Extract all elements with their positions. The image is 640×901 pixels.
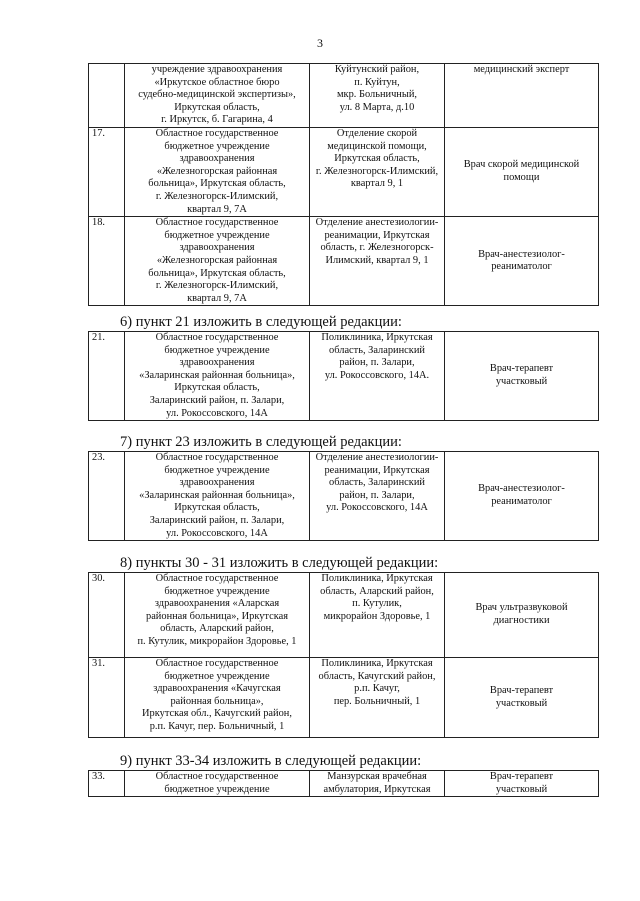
text-line: квартал 9, 7А — [187, 292, 247, 304]
text-line: амбулатория, Иркутская — [323, 783, 431, 795]
specialty-cell — [445, 217, 599, 306]
organization-cell — [125, 64, 310, 128]
text-line: бюджетное учреждение — [164, 783, 270, 795]
text-line: Областное государственное — [155, 573, 279, 584]
specialty-cell — [445, 573, 599, 658]
text-line: область, Заларинский — [329, 477, 425, 489]
section-heading: 8) пункты 30 - 31 изложить в следующей редакции: — [120, 555, 439, 571]
text-line: Манзурская врачебная — [327, 771, 427, 782]
row-number — [89, 64, 125, 128]
organization-cell — [125, 452, 310, 541]
location-cell — [310, 332, 445, 421]
text-line: квартал 9, 7А — [187, 203, 247, 215]
row-number: 21. — [89, 332, 125, 421]
table-row — [89, 332, 599, 421]
table-section-7 — [88, 451, 599, 541]
table-row — [89, 127, 599, 216]
text-line: здравоохранения — [179, 242, 255, 254]
text-line: бюджетное учреждение — [164, 229, 270, 241]
organization-cell — [125, 658, 310, 738]
text-line: «Железногорская районная — [156, 254, 278, 266]
text-line: Областное государственное — [155, 771, 279, 782]
text-line: г. Железногорск-Илимский, — [155, 190, 279, 202]
text-line: область, г. Железногорск- — [320, 242, 434, 254]
table-row — [89, 452, 599, 541]
text-line: реаниматолог — [491, 261, 552, 273]
text-line: больница», Иркутская область, — [148, 178, 286, 190]
location-cell — [310, 217, 445, 306]
table-row — [89, 217, 599, 306]
text-line: Врач скорой медицинской — [463, 159, 580, 171]
text-line: реаниматолог — [491, 496, 552, 508]
text-line: реанимации, Иркутская — [324, 229, 430, 241]
text-line: Заларинский район, п. Залари, — [149, 394, 285, 406]
text-line: бюджетное учреждение — [164, 140, 270, 152]
text-line: больница», Иркутская область, — [148, 267, 286, 279]
text-line: медицинской помощи, — [327, 140, 427, 152]
text-line: Областное государственное — [155, 452, 279, 463]
row-number: 33. — [89, 771, 125, 797]
text-line: «Заларинская районная больница», — [139, 489, 295, 501]
text-line: Илимский, квартал 9, 1 — [325, 254, 429, 266]
row-number: 23. — [89, 452, 125, 541]
table-section-9 — [88, 770, 599, 797]
text-line: ул. 8 Марта, д.10 — [339, 101, 415, 113]
text-line: Иркутская область, — [174, 101, 260, 113]
text-line: район, п. Залари, — [339, 489, 415, 501]
organization-cell — [125, 332, 310, 421]
row-number: 17. — [89, 127, 125, 216]
table-section-8 — [88, 572, 599, 738]
text-line: Отделение скорой — [336, 127, 418, 139]
organization-cell — [125, 573, 310, 658]
specialty-cell — [445, 771, 599, 797]
text-line: «Железногорская районная — [156, 165, 278, 177]
text-line: область, Заларинский — [329, 344, 425, 356]
specialty-cell — [445, 64, 599, 128]
text-line: Иркутская обл., Качугский район, — [142, 708, 292, 720]
text-line: квартал 9, 1 — [350, 178, 404, 190]
text-line: Поликлиника, Иркутская — [321, 658, 433, 669]
location-cell — [310, 771, 445, 797]
text-line: помощи — [503, 172, 540, 184]
text-line: г. Железногорск-Илимский, — [155, 280, 279, 292]
table-row — [89, 573, 599, 658]
text-line: ул. Рокоссовского, 14А — [166, 407, 268, 419]
text-line: здравоохранения — [179, 153, 255, 165]
text-line: Врач-анестезиолог- — [478, 483, 565, 495]
text-line: бюджетное учреждение — [164, 464, 270, 476]
organization-cell — [125, 217, 310, 306]
text-line: здравоохранения «Аларская — [154, 598, 280, 610]
text-line: Поликлиника, Иркутская — [321, 573, 433, 584]
specialty-cell — [445, 452, 599, 541]
location-cell — [310, 452, 445, 541]
text-line: здравоохранения — [179, 357, 255, 369]
text-line: Куйтунский район, — [334, 64, 420, 75]
location-cell — [310, 64, 445, 128]
text-line: участковый — [495, 376, 548, 388]
text-line: учреждение здравоохранения — [151, 64, 283, 75]
text-line: п. Кутулик, микрорайон Здоровье, 1 — [137, 635, 297, 647]
text-line: ул. Рокоссовского, 14А — [326, 502, 428, 514]
text-line: Областное государственное — [155, 332, 279, 343]
text-line: Врач-терапевт — [489, 363, 554, 375]
text-line: Заларинский район, п. Залари, — [149, 514, 285, 526]
text-line: бюджетное учреждение — [164, 344, 270, 356]
text-line: р.п. Качуг, — [354, 683, 400, 695]
specialty-cell — [445, 658, 599, 738]
text-line: ул. Рокоссовского, 14А. — [324, 369, 430, 381]
text-line: ул. Рокоссовского, 14А — [166, 527, 268, 539]
text-line: здравоохранения — [179, 477, 255, 489]
section-heading: 9) пункт 33-34 изложить в следующей редакции: — [120, 753, 422, 769]
text-line: бюджетное учреждение — [164, 670, 270, 682]
table-section-6 — [88, 331, 599, 421]
section-heading: 6) пункт 21 изложить в следующей редакции: — [120, 314, 402, 330]
text-line: участковый — [495, 783, 548, 795]
table-row — [89, 658, 599, 738]
text-line: «Иркутское областное бюро — [154, 76, 280, 88]
text-line: г. Иркутск, б. Гагарина, 4 — [161, 114, 273, 126]
text-line: районная больница», — [170, 695, 264, 707]
text-line: область, Аларский район, — [320, 585, 434, 597]
text-line: Врач ультразвуковой — [475, 602, 568, 614]
text-line: Поликлиника, Иркутская — [321, 332, 433, 343]
page-number: 3 — [317, 36, 323, 50]
text-line: районная больница», Иркутская — [146, 610, 288, 622]
text-line: мкр. Больничный, — [336, 89, 417, 101]
table-row — [89, 64, 599, 128]
table-row — [89, 771, 599, 797]
text-line: п. Кутулик, — [352, 598, 402, 610]
text-line: здравоохранения «Качугская — [153, 683, 281, 695]
text-line: микрорайон Здоровье, 1 — [323, 610, 431, 622]
text-line: Областное государственное — [155, 217, 279, 229]
text-line: Врач-анестезиолог- — [478, 248, 565, 260]
table-continuation — [88, 63, 599, 306]
specialty-cell — [445, 127, 599, 216]
text-line: диагностики — [493, 615, 550, 626]
text-line: судебно-медицинской экспертизы», — [138, 89, 296, 101]
row-number: 18. — [89, 217, 125, 306]
section-heading: 7) пункт 23 изложить в следующей редакции: — [120, 434, 402, 450]
text-line: «Заларинская районная больница», — [139, 369, 295, 381]
text-line: Иркутская область, — [174, 382, 260, 394]
text-line: Врач-терапевт — [489, 684, 554, 696]
text-line: район, п. Залари, — [339, 357, 415, 369]
text-line: Отделение анестезиологии- — [315, 452, 439, 463]
text-line: Областное государственное — [155, 658, 279, 669]
text-line: Отделение анестезиологии- — [315, 217, 439, 229]
text-line: Областное государственное — [155, 127, 279, 139]
text-line: р.п. Качуг, пер. Больничный, 1 — [149, 720, 285, 732]
text-line: участковый — [495, 697, 548, 709]
text-line: г. Железногорск-Илимский, — [315, 165, 439, 177]
location-cell — [310, 658, 445, 738]
organization-cell — [125, 771, 310, 797]
location-cell — [310, 573, 445, 658]
text-line: Иркутская область, — [174, 502, 260, 514]
text-line: Иркутская область, — [334, 153, 420, 165]
text-line: пер. Больничный, 1 — [333, 695, 421, 707]
specialty-cell — [445, 332, 599, 421]
text-line: медицинский эксперт — [473, 64, 570, 75]
organization-cell — [125, 127, 310, 216]
text-line: п. Куйтун, — [354, 76, 400, 88]
row-number: 30. — [89, 573, 125, 658]
row-number: 31. — [89, 658, 125, 738]
text-line: Врач-терапевт — [489, 771, 554, 782]
location-cell — [310, 127, 445, 216]
text-line: область, Качугский район, — [318, 670, 436, 682]
text-line: область, Аларский район, — [160, 623, 274, 635]
text-line: реанимации, Иркутская — [324, 464, 430, 476]
text-line: бюджетное учреждение — [164, 585, 270, 597]
